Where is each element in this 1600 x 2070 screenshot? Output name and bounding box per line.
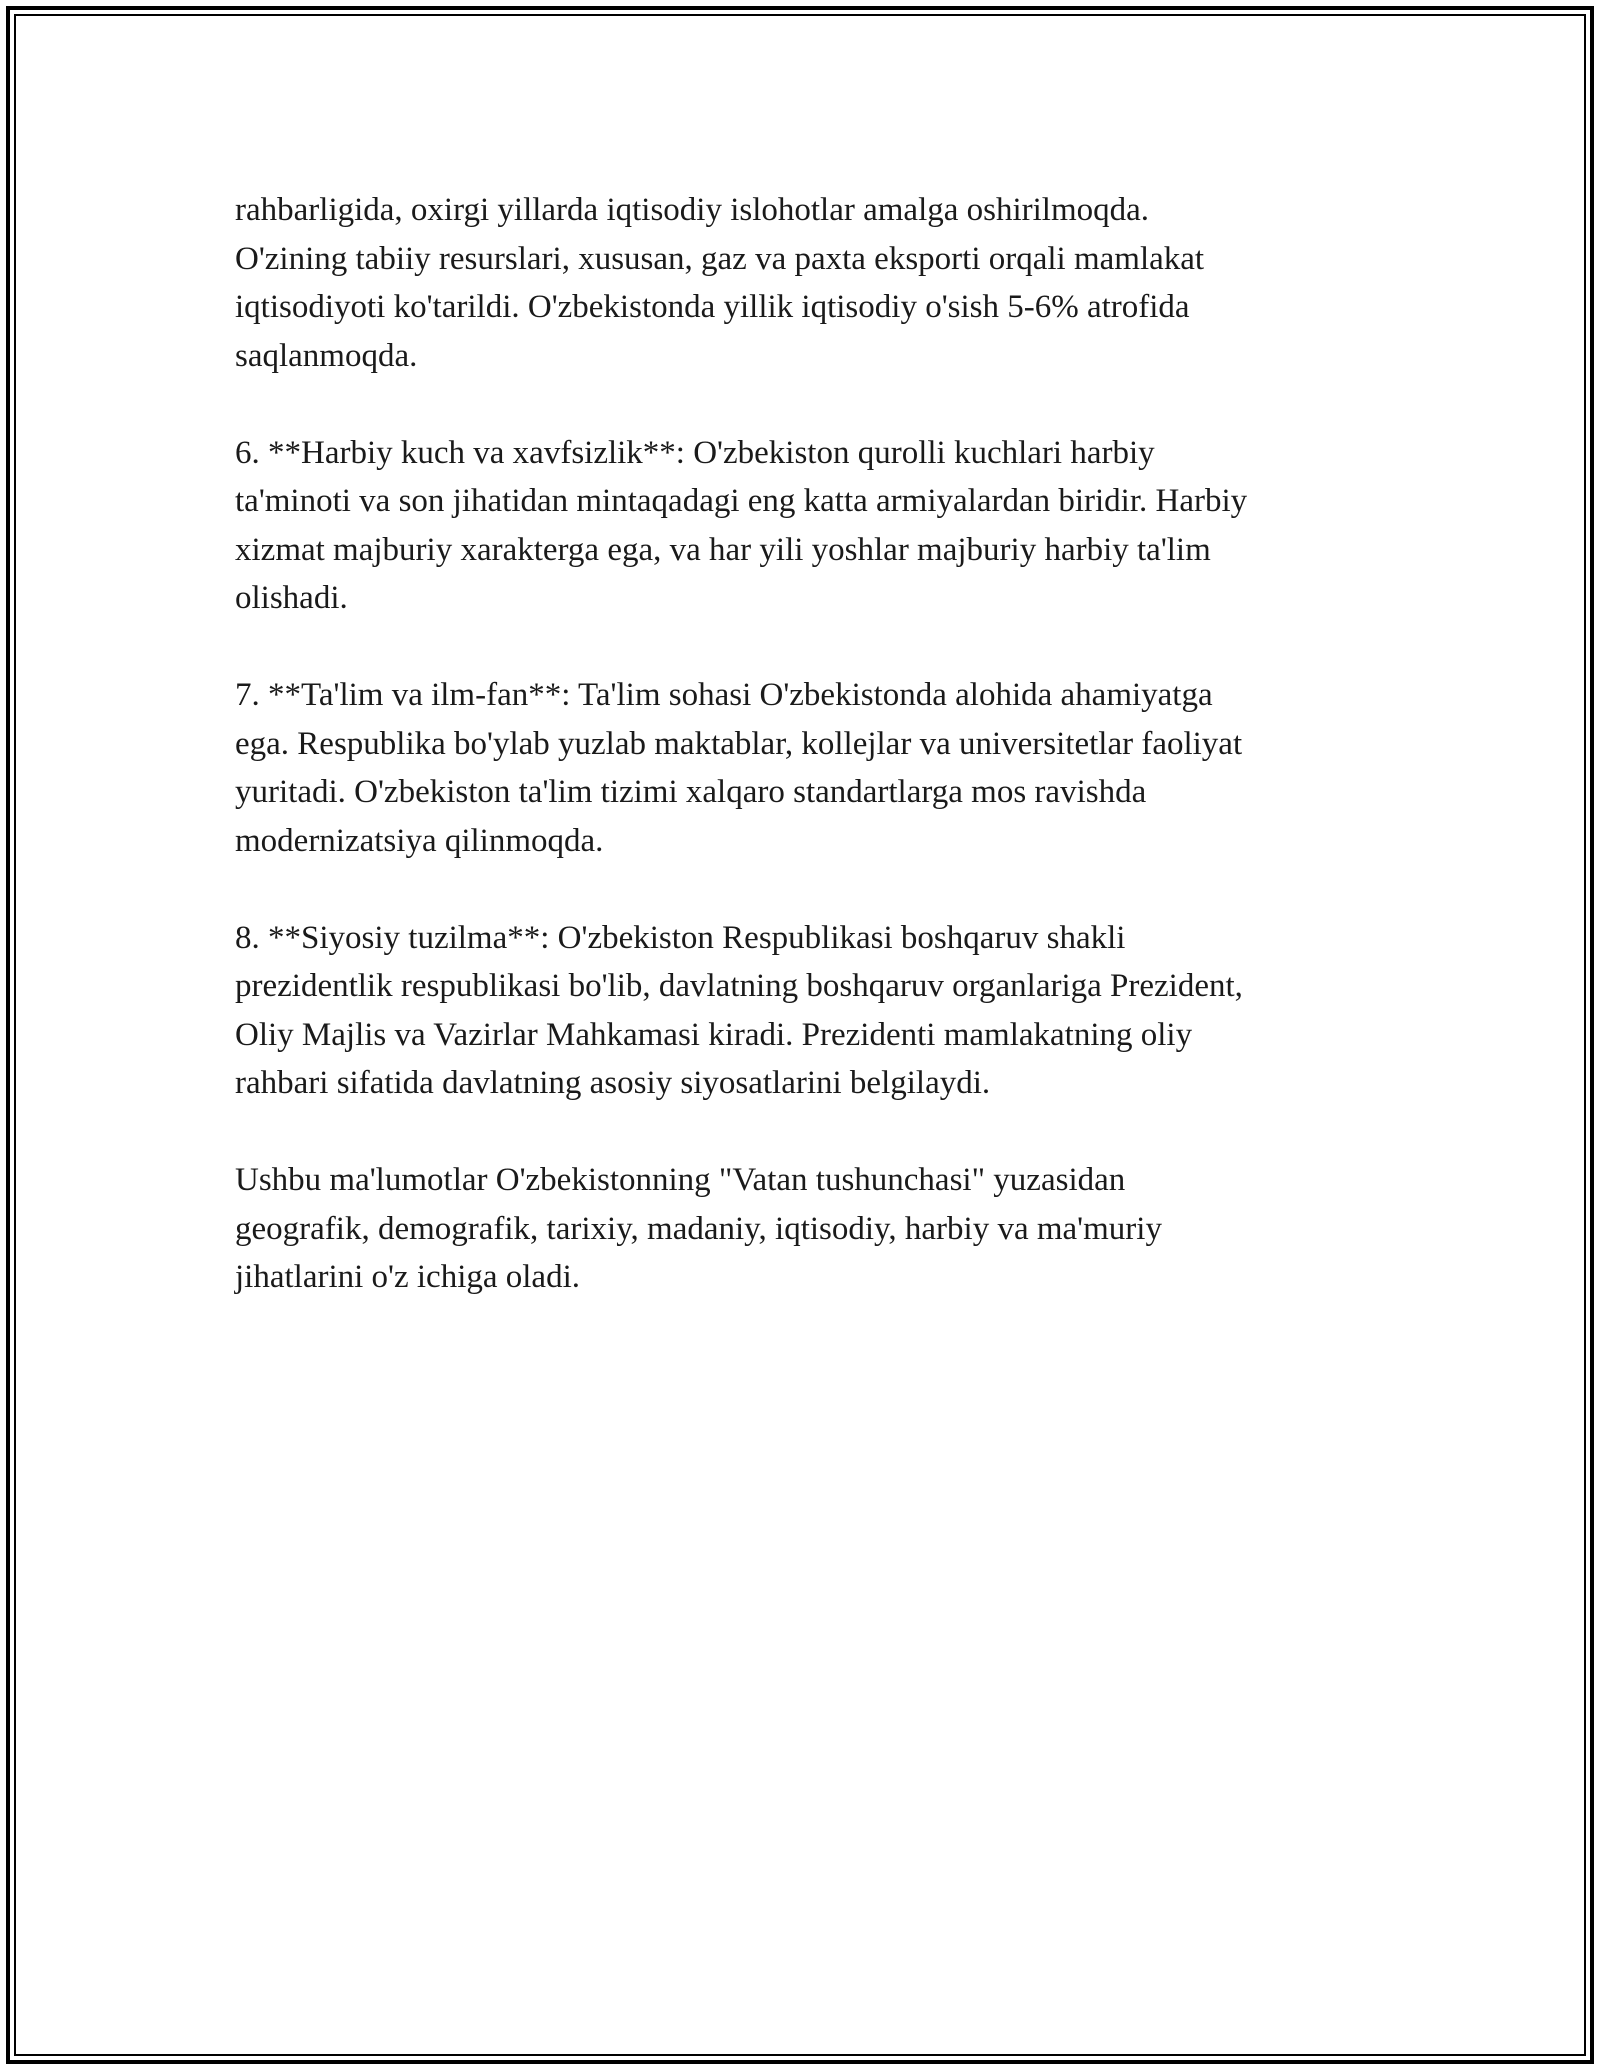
paragraph-conclusion: Ushbu ma'lumotlar O'zbekistonning "Vatan tushunchasi" yuzasidan geografik, demografik, tarixiy, madaniy, iqtisodiy, harbiy va ma'muriy jihatlarini o'z ichiga oladi.: [235, 1162, 1162, 1295]
paragraph-military: 6. **Harbiy kuch va xavfsizlik**: O'zbekiston qurolli kuchlari harbiy ta'minoti va son jihatidan mintaqadagi eng katta armiyalardan biridir. Harbiy xizmat majburiy xarakterga ega, va har yili yoshlar majburiy harbiy ta'lim olishadi.: [235, 434, 1248, 616]
paragraph-economy-continued: rahbarligida, oxirgi yillarda iqtisodiy islohotlar amalga oshirilmoqda. O'zining tabiiy resurslari, xususan, gaz va paxta eksporti orqali mamlakat iqtisodiyoti ko'tarildi. O'zbekistonda yillik iqtisodiy o'sish 5-6% atrofida saqlanmoqda.: [235, 192, 1205, 374]
paragraph-education: 7. **Ta'lim va ilm-fan**: Ta'lim sohasi O'zbekistonda alohida ahamiyatga ega. Respublika bo'ylab yuzlab maktablar, kollejlar va universitetlar faoliyat yuritadi. O'zbekiston ta'lim tizimi xalqaro standartlarga mos ravishda modernizatsiya qilinmoqda.: [235, 677, 1243, 859]
document-body: [235, 186, 1375, 1350]
paragraph-political-structure: 8. **Siyosiy tuzilma**: O'zbekiston Respublikasi boshqaruv shakli prezidentlik respublikasi bo'lib, davlatning boshqaruv organlariga Prezident, Oliy Majlis va Vazirlar Mahkamasi kiradi. Prezidenti mamlakatning oliy rahbari sifatida davlatning asosiy siyosatlarini belgilaydi.: [235, 919, 1243, 1101]
